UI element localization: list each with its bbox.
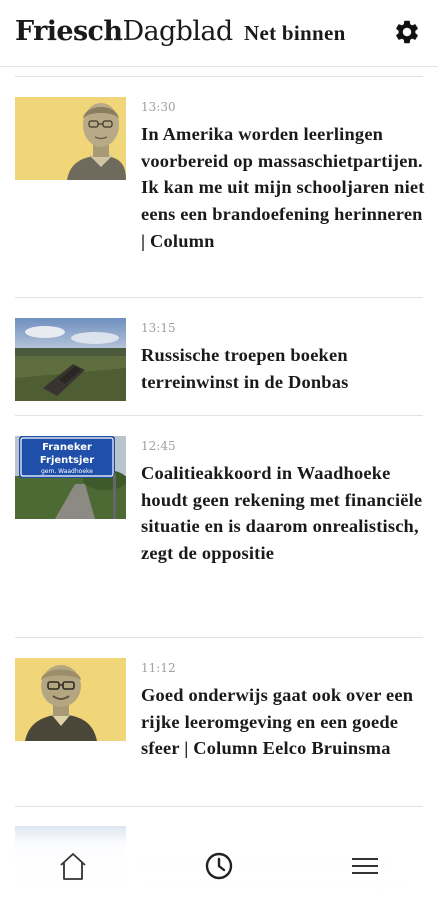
home-icon[interactable] <box>53 848 93 884</box>
section-title: Net binnen <box>244 21 346 45</box>
article-time: 13:15 <box>141 321 176 335</box>
bottom-navigation <box>0 834 438 900</box>
article-thumbnail <box>15 97 126 180</box>
divider <box>15 76 423 77</box>
menu-icon[interactable] <box>345 848 385 884</box>
logo-part-2: Dagblad <box>122 16 233 47</box>
app-header <box>0 0 438 67</box>
article-headline[interactable]: Russische troepen boeken terreinwinst in de Donbas <box>141 345 349 392</box>
article-item[interactable] <box>0 658 438 805</box>
clock-icon[interactable] <box>199 848 239 884</box>
article-item[interactable] <box>0 318 438 415</box>
article-thumbnail <box>15 318 126 401</box>
divider <box>15 806 423 807</box>
sign-line-1: Franeker <box>42 442 92 453</box>
article-thumbnail <box>15 658 126 741</box>
article-headline[interactable]: Goed onderwijs gaat ook over een rijke leeromgeving en een goede sfeer | Column Eelco Bruinsma <box>141 685 414 759</box>
sign-line-2: Frjentsjer <box>39 455 95 466</box>
divider <box>15 415 423 416</box>
gear-icon[interactable] <box>393 18 421 46</box>
sign-line-3: gem. Waadhoeke <box>41 468 93 475</box>
article-time: 11:12 <box>141 661 176 675</box>
divider <box>15 637 423 638</box>
article-item[interactable] <box>0 436 438 636</box>
article-thumbnail <box>15 436 126 519</box>
logo-part-1: Friesch <box>15 16 123 47</box>
article-headline[interactable]: In Amerika worden leerlingen voorbereid op massaschietpartijen. Ik kan me uit mijn schooljaren niet eens een brandoefening herinneren | Column <box>141 124 425 251</box>
brand-logo[interactable] <box>15 14 233 50</box>
article-headline[interactable]: Coalitieakkoord in Waadhoeke houdt geen rekening met financiële situatie en is daarom onrealistisch, zegt de oppositie <box>141 463 423 564</box>
article-time: 13:30 <box>141 100 176 114</box>
divider <box>15 297 423 298</box>
article-time: 12:45 <box>141 439 176 453</box>
article-item[interactable] <box>0 97 438 297</box>
